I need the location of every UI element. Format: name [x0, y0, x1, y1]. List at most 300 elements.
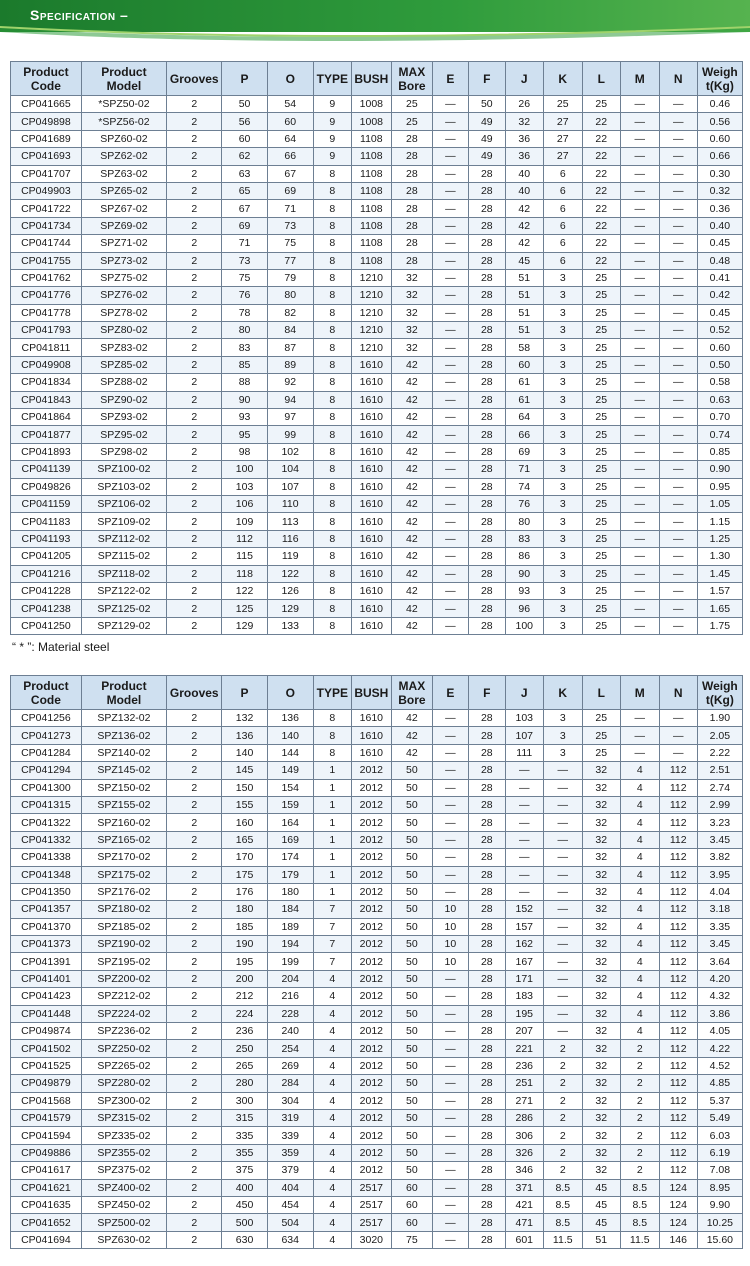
table-cell: 32 — [582, 779, 620, 796]
table-cell: 146 — [659, 1231, 697, 1248]
table-cell: — — [543, 988, 582, 1005]
table-cell: CP041793 — [11, 322, 82, 339]
table-cell: 50 — [391, 762, 432, 779]
table-cell: — — [659, 96, 697, 113]
table-cell: 119 — [267, 548, 313, 565]
table-cell: 2 — [167, 796, 222, 813]
table-cell: 155 — [222, 796, 267, 813]
table-cell: 2012 — [351, 779, 391, 796]
table-cell: 2 — [620, 1092, 659, 1109]
table-cell: 42 — [391, 495, 432, 512]
table-cell: SPZ90-02 — [81, 391, 166, 408]
table-cell: 4 — [620, 849, 659, 866]
table-cell: 32 — [582, 883, 620, 900]
table-cell: 49 — [468, 113, 505, 130]
table-cell: 28 — [391, 200, 432, 217]
table-cell: 82 — [267, 304, 313, 321]
table-cell: 2012 — [351, 936, 391, 953]
table-cell: CP041811 — [11, 339, 82, 356]
table-cell: CP041776 — [11, 287, 82, 304]
column-header: L — [582, 62, 620, 96]
table-cell: 3 — [543, 461, 582, 478]
table-cell: — — [543, 814, 582, 831]
table-cell: 4 — [313, 1075, 351, 1092]
table-row — [11, 356, 743, 373]
table-cell: 140 — [222, 744, 267, 761]
table-cell: — — [659, 165, 697, 182]
table-cell: 27 — [543, 113, 582, 130]
table-cell: CP041694 — [11, 1231, 82, 1248]
column-header: N — [659, 62, 697, 96]
table-cell: 112 — [659, 831, 697, 848]
table-cell: CP041350 — [11, 883, 82, 900]
table-cell: 2 — [167, 1127, 222, 1144]
table-cell: 73 — [267, 217, 313, 234]
table-cell: 75 — [267, 235, 313, 252]
table-cell: 2517 — [351, 1179, 391, 1196]
table-cell: 28 — [468, 235, 505, 252]
table-cell: 4 — [620, 1023, 659, 1040]
table-cell: 28 — [468, 287, 505, 304]
table-cell: 8.5 — [620, 1214, 659, 1231]
table-cell: 28 — [468, 182, 505, 199]
table-cell: 3 — [543, 356, 582, 373]
table-cell: 10.25 — [697, 1214, 742, 1231]
table-row — [11, 582, 743, 599]
table-cell: 2 — [543, 1127, 582, 1144]
table-cell: CP041843 — [11, 391, 82, 408]
table-cell: 8 — [313, 548, 351, 565]
table-cell: 51 — [505, 287, 543, 304]
table-cell: 183 — [505, 988, 543, 1005]
table-cell: — — [432, 814, 468, 831]
table-cell: 42 — [391, 727, 432, 744]
table-cell: 67 — [267, 165, 313, 182]
table-cell: 1108 — [351, 252, 391, 269]
table-row — [11, 901, 743, 918]
table-cell: — — [432, 548, 468, 565]
table-cell: 112 — [659, 901, 697, 918]
table-cell: 1108 — [351, 200, 391, 217]
section-title: Specification – — [30, 7, 129, 23]
table-cell: 2 — [167, 936, 222, 953]
table-cell: 2 — [543, 1109, 582, 1126]
table-cell: 2 — [620, 1040, 659, 1057]
table-cell: SPZ180-02 — [81, 901, 166, 918]
table-cell: 2 — [543, 1092, 582, 1109]
table-cell: 28 — [391, 235, 432, 252]
table-cell: 8 — [313, 304, 351, 321]
table-cell: SPZ95-02 — [81, 426, 166, 443]
table-cell: 71 — [267, 200, 313, 217]
column-header: E — [432, 62, 468, 96]
table-cell: SPZ265-02 — [81, 1057, 166, 1074]
table-cell: 2012 — [351, 1005, 391, 1022]
table-cell: 50 — [391, 1127, 432, 1144]
table-cell: 4 — [620, 814, 659, 831]
table-cell: 3 — [543, 744, 582, 761]
table-cell: 50 — [468, 96, 505, 113]
table-cell: 189 — [267, 918, 313, 935]
table-cell: 2012 — [351, 831, 391, 848]
column-header: E — [432, 676, 468, 710]
table-cell: 69 — [505, 443, 543, 460]
table-row — [11, 548, 743, 565]
table-cell: 61 — [505, 374, 543, 391]
table-cell: — — [543, 953, 582, 970]
table-cell: — — [543, 796, 582, 813]
section-banner — [0, 0, 750, 32]
table-cell: 1.30 — [697, 548, 742, 565]
table-cell: 102 — [267, 443, 313, 460]
table-cell: 8 — [313, 478, 351, 495]
table-cell: — — [432, 409, 468, 426]
table-cell: — — [620, 727, 659, 744]
table-cell: 2 — [167, 530, 222, 547]
table-cell: 0.60 — [697, 339, 742, 356]
table-cell: — — [620, 710, 659, 727]
table-cell: 42 — [391, 513, 432, 530]
table-cell: 2 — [167, 200, 222, 217]
table-cell: 0.74 — [697, 426, 742, 443]
table-cell: 8 — [313, 409, 351, 426]
table-cell: 4 — [313, 1179, 351, 1196]
table-cell: 112 — [659, 1040, 697, 1057]
table-cell: 2012 — [351, 1092, 391, 1109]
table-cell: — — [620, 148, 659, 165]
table-row — [11, 200, 743, 217]
table-cell: 28 — [468, 513, 505, 530]
table-cell: 2.05 — [697, 727, 742, 744]
table-cell: CP041284 — [11, 744, 82, 761]
table-cell: 25 — [582, 478, 620, 495]
table-cell: 25 — [582, 356, 620, 373]
table-cell: 0.36 — [697, 200, 742, 217]
table-cell: 3 — [543, 304, 582, 321]
table-cell: — — [432, 1144, 468, 1161]
table-cell: 2 — [167, 1057, 222, 1074]
table-cell: 80 — [222, 322, 267, 339]
table-cell: 1610 — [351, 600, 391, 617]
table-cell: 2 — [543, 1057, 582, 1074]
table-cell: 51 — [505, 304, 543, 321]
table-row — [11, 953, 743, 970]
table-cell: — — [432, 96, 468, 113]
table-cell: 1 — [313, 831, 351, 848]
table-cell: 8 — [313, 287, 351, 304]
table-cell: CP041348 — [11, 866, 82, 883]
table-row — [11, 866, 743, 883]
table-cell: 2012 — [351, 1109, 391, 1126]
table-cell: — — [432, 1162, 468, 1179]
table-cell: 28 — [468, 849, 505, 866]
table-cell: — — [432, 113, 468, 130]
table-cell: 2 — [167, 617, 222, 634]
column-header: Product Model — [81, 676, 166, 710]
table-cell: CP041228 — [11, 582, 82, 599]
table-cell: 28 — [468, 1127, 505, 1144]
table-cell: — — [659, 443, 697, 460]
table-cell: 100 — [222, 461, 267, 478]
table-cell: — — [659, 409, 697, 426]
table-cell: — — [432, 727, 468, 744]
table-cell: CP041722 — [11, 200, 82, 217]
table-cell: 2012 — [351, 849, 391, 866]
table-cell: 3 — [543, 727, 582, 744]
table-cell: — — [432, 970, 468, 987]
table-cell: 66 — [267, 148, 313, 165]
table-cell: 67 — [222, 200, 267, 217]
table-cell: — — [432, 744, 468, 761]
table-cell: 2 — [167, 548, 222, 565]
table-cell: 50 — [391, 883, 432, 900]
table-cell: 504 — [267, 1214, 313, 1231]
table-cell: 112 — [659, 1057, 697, 1074]
table-cell: 112 — [659, 762, 697, 779]
table-cell: 2 — [167, 1092, 222, 1109]
table-cell: 421 — [505, 1196, 543, 1213]
table-cell: 6 — [543, 217, 582, 234]
table-row — [11, 565, 743, 582]
table-row — [11, 1109, 743, 1126]
table-cell: 2 — [167, 600, 222, 617]
table-cell: 8 — [313, 530, 351, 547]
table-cell: 4.85 — [697, 1075, 742, 1092]
table-cell: 3 — [543, 339, 582, 356]
table-row — [11, 1162, 743, 1179]
table-cell: 36 — [505, 130, 543, 147]
table-cell: — — [432, 1231, 468, 1248]
table-cell: CP041294 — [11, 762, 82, 779]
table-cell: CP041391 — [11, 953, 82, 970]
table-row — [11, 779, 743, 796]
table-cell: 6 — [543, 200, 582, 217]
table-cell: 25 — [391, 113, 432, 130]
table-cell: 195 — [222, 953, 267, 970]
column-header: BUSH — [351, 62, 391, 96]
table-cell: SPZ67-02 — [81, 200, 166, 217]
table-cell: 28 — [468, 1214, 505, 1231]
table-cell: 32 — [391, 304, 432, 321]
table-cell: 94 — [267, 391, 313, 408]
table-cell: 2 — [167, 710, 222, 727]
table-cell: — — [432, 1057, 468, 1074]
table-cell: 124 — [659, 1214, 697, 1231]
table-cell: 90 — [222, 391, 267, 408]
table-cell: 400 — [222, 1179, 267, 1196]
table-cell: 25 — [582, 617, 620, 634]
table-cell: 7 — [313, 936, 351, 953]
column-header: P — [222, 676, 267, 710]
table-cell: 2 — [167, 582, 222, 599]
table-cell: 1610 — [351, 461, 391, 478]
table-cell: — — [659, 113, 697, 130]
table-cell: 2 — [167, 461, 222, 478]
table-cell: 190 — [222, 936, 267, 953]
table-cell: 0.32 — [697, 182, 742, 199]
table-cell: 1210 — [351, 322, 391, 339]
table-cell: — — [659, 235, 697, 252]
table-cell: 42 — [391, 391, 432, 408]
table-cell: 1610 — [351, 495, 391, 512]
table-cell: — — [543, 883, 582, 900]
table-cell: — — [659, 513, 697, 530]
table-cell: — — [620, 600, 659, 617]
table-cell: CP041893 — [11, 443, 82, 460]
table-cell: 8 — [313, 617, 351, 634]
table-cell: 1610 — [351, 356, 391, 373]
table-cell: 28 — [468, 426, 505, 443]
table-cell: 8 — [313, 165, 351, 182]
table-cell: 200 — [222, 970, 267, 987]
table-cell: — — [432, 1179, 468, 1196]
table-cell: 4 — [313, 1127, 351, 1144]
table-cell: — — [432, 849, 468, 866]
table-cell: — — [432, 304, 468, 321]
table-cell: 4 — [620, 1005, 659, 1022]
table-cell: 32 — [582, 762, 620, 779]
table-cell: 1.65 — [697, 600, 742, 617]
table-row — [11, 235, 743, 252]
table-cell: 4.04 — [697, 883, 742, 900]
table-cell: SPZ125-02 — [81, 600, 166, 617]
table-cell: 2012 — [351, 1075, 391, 1092]
table-cell: 8 — [313, 235, 351, 252]
table-cell: 22 — [582, 182, 620, 199]
table-cell: 28 — [391, 182, 432, 199]
table-cell: 2 — [167, 779, 222, 796]
table-cell: 4 — [313, 1092, 351, 1109]
table-cell: 22 — [582, 235, 620, 252]
table-cell: 2 — [167, 96, 222, 113]
table-row — [11, 849, 743, 866]
table-cell: 3 — [543, 600, 582, 617]
table-cell: 25 — [582, 426, 620, 443]
table-cell: 1.15 — [697, 513, 742, 530]
table-cell: 4.20 — [697, 970, 742, 987]
table-cell: CP041273 — [11, 727, 82, 744]
table-cell: 3.82 — [697, 849, 742, 866]
table-cell: — — [505, 831, 543, 848]
table-cell: 8.5 — [543, 1179, 582, 1196]
table-cell: 25 — [582, 304, 620, 321]
table-cell: 1 — [313, 762, 351, 779]
table-cell: 179 — [267, 866, 313, 883]
table-cell: 304 — [267, 1092, 313, 1109]
table-cell: 45 — [582, 1179, 620, 1196]
table-cell: 3.86 — [697, 1005, 742, 1022]
table-cell: 50 — [391, 779, 432, 796]
table-cell: 80 — [505, 513, 543, 530]
table-cell: 112 — [222, 530, 267, 547]
table-cell: 28 — [468, 1075, 505, 1092]
table-row — [11, 1005, 743, 1022]
table-cell: 22 — [582, 130, 620, 147]
table-row — [11, 1075, 743, 1092]
table-row — [11, 1231, 743, 1248]
table-cell: CP041617 — [11, 1162, 82, 1179]
table-cell: SPZ200-02 — [81, 970, 166, 987]
table-cell: 28 — [468, 1005, 505, 1022]
column-header: J — [505, 676, 543, 710]
table-cell: — — [620, 374, 659, 391]
table-cell: 28 — [468, 269, 505, 286]
table-cell: 28 — [468, 461, 505, 478]
table-cell: SPZ85-02 — [81, 356, 166, 373]
table-cell: 216 — [267, 988, 313, 1005]
table-cell: 315 — [222, 1109, 267, 1126]
table-cell: 25 — [582, 548, 620, 565]
table-cell: 28 — [468, 970, 505, 987]
table-cell: CP041183 — [11, 513, 82, 530]
table-cell: 4 — [313, 1214, 351, 1231]
table-cell: 10 — [432, 918, 468, 935]
table-cell: — — [620, 409, 659, 426]
table-header-row — [11, 676, 743, 710]
table-cell: CP041357 — [11, 901, 82, 918]
table-cell: SPZ71-02 — [81, 235, 166, 252]
column-header: TYPE — [313, 62, 351, 96]
table-row — [11, 988, 743, 1005]
table-cell: 2 — [167, 1162, 222, 1179]
table-cell: SPZ122-02 — [81, 582, 166, 599]
table-cell: 2 — [167, 322, 222, 339]
table-cell: 2 — [167, 988, 222, 1005]
table-cell: 61 — [505, 391, 543, 408]
table-cell: 90 — [505, 565, 543, 582]
table-cell: 28 — [468, 796, 505, 813]
table-cell: — — [505, 762, 543, 779]
table-cell: 69 — [267, 182, 313, 199]
table-cell: — — [620, 217, 659, 234]
table-row — [11, 478, 743, 495]
table-cell: CP041689 — [11, 130, 82, 147]
column-header: Product Code — [11, 62, 82, 96]
table-cell: 471 — [505, 1214, 543, 1231]
table-cell: 11.5 — [543, 1231, 582, 1248]
table-row — [11, 1057, 743, 1074]
table-cell: — — [659, 200, 697, 217]
table-cell: 49 — [468, 148, 505, 165]
table-cell: — — [505, 814, 543, 831]
table-cell: 8 — [313, 182, 351, 199]
table-cell: CP041864 — [11, 409, 82, 426]
column-header: Grooves — [167, 62, 222, 96]
table-cell: 28 — [468, 443, 505, 460]
table-cell: 2 — [167, 513, 222, 530]
table-cell: CP041665 — [11, 96, 82, 113]
table-cell: — — [432, 883, 468, 900]
table-cell: 10 — [432, 901, 468, 918]
table-cell: 2 — [167, 304, 222, 321]
table-cell: — — [620, 443, 659, 460]
table-cell: — — [432, 148, 468, 165]
table-cell: 1610 — [351, 409, 391, 426]
table-cell: CP041693 — [11, 148, 82, 165]
table-cell: CP049886 — [11, 1144, 82, 1161]
table-cell: 54 — [267, 96, 313, 113]
table-row — [11, 426, 743, 443]
table-cell: 6 — [543, 182, 582, 199]
table-cell: SPZ500-02 — [81, 1214, 166, 1231]
table-row — [11, 1127, 743, 1144]
table-cell: SPZ88-02 — [81, 374, 166, 391]
table-cell: 8 — [313, 710, 351, 727]
table-cell: SPZ75-02 — [81, 269, 166, 286]
table-cell: 49 — [468, 130, 505, 147]
table-cell: 69 — [222, 217, 267, 234]
table-row — [11, 1092, 743, 1109]
